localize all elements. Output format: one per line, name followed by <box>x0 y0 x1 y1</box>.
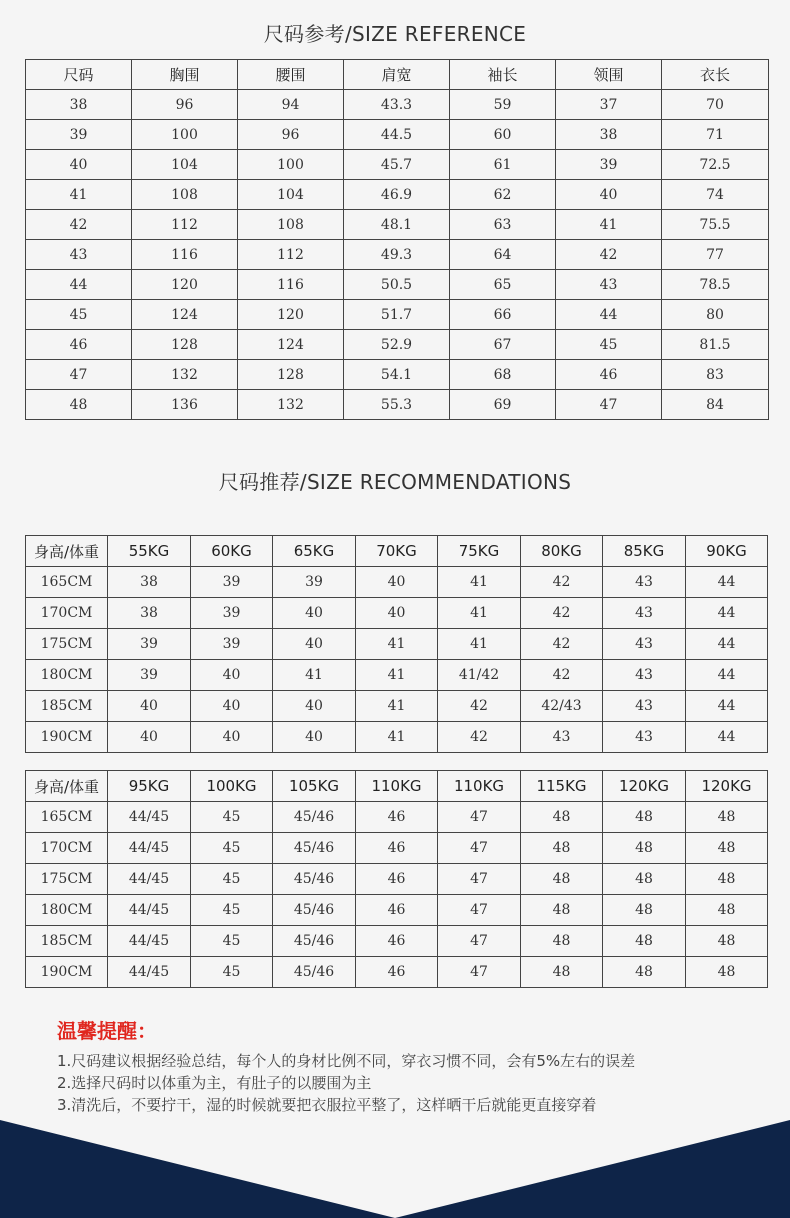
table-cell: 54.1 <box>344 360 450 390</box>
table-row <box>26 833 768 864</box>
table-header-cell: 领围 <box>556 60 662 90</box>
table-cell: 48 <box>521 833 603 864</box>
table-cell: 77 <box>662 240 769 270</box>
table-cell: 47 <box>438 957 521 988</box>
table-row-label: 43 <box>26 240 132 270</box>
size-recommendation-table-1 <box>25 535 768 753</box>
table-row-label: 38 <box>26 90 132 120</box>
table-row <box>26 660 768 691</box>
table-cell: 68 <box>450 360 556 390</box>
table-cell: 41 <box>438 567 521 598</box>
table-row-label: 190CM <box>26 957 108 988</box>
table-cell: 42 <box>521 660 603 691</box>
table-cell: 41 <box>438 598 521 629</box>
table-cell: 124 <box>238 330 344 360</box>
table-cell: 40 <box>191 660 273 691</box>
table-cell: 120 <box>238 300 344 330</box>
table-cell: 100 <box>238 150 344 180</box>
table-header-row <box>26 60 769 90</box>
table-cell: 40 <box>273 691 356 722</box>
table-cell: 48 <box>686 833 768 864</box>
table-cell: 41/42 <box>438 660 521 691</box>
table-cell: 83 <box>662 360 769 390</box>
table-row-label: 185CM <box>26 926 108 957</box>
table-row-label: 170CM <box>26 833 108 864</box>
table-cell: 48 <box>686 957 768 988</box>
table-cell: 48 <box>603 957 686 988</box>
table-cell: 44/45 <box>108 926 191 957</box>
table-cell: 59 <box>450 90 556 120</box>
table-cell: 44/45 <box>108 895 191 926</box>
table-cell: 132 <box>238 390 344 420</box>
table-header-cell: 100KG <box>191 771 273 802</box>
table-cell: 46 <box>356 895 438 926</box>
table-row-label: 46 <box>26 330 132 360</box>
table-row-label: 185CM <box>26 691 108 722</box>
table-cell: 39 <box>191 629 273 660</box>
table-cell: 45/46 <box>273 957 356 988</box>
table-row-label: 175CM <box>26 629 108 660</box>
table-cell: 47 <box>556 390 662 420</box>
table-cell: 43 <box>521 722 603 753</box>
table-cell: 43 <box>603 660 686 691</box>
table-cell: 44/45 <box>108 833 191 864</box>
table-header-cell: 110KG <box>356 771 438 802</box>
table-cell: 48 <box>521 864 603 895</box>
table-cell: 48 <box>521 926 603 957</box>
table-cell: 47 <box>438 833 521 864</box>
table-row <box>26 210 769 240</box>
table-cell: 44/45 <box>108 802 191 833</box>
table-cell: 104 <box>132 150 238 180</box>
tips-section <box>57 1015 757 1116</box>
table-cell: 39 <box>273 567 356 598</box>
table-cell: 45.7 <box>344 150 450 180</box>
table-row <box>26 691 768 722</box>
tip-item: 2.选择尺码时以体重为主，有肚子的以腰围为主 <box>57 1074 372 1092</box>
table-cell: 72.5 <box>662 150 769 180</box>
table-row <box>26 957 768 988</box>
table-cell: 120 <box>132 270 238 300</box>
table-header-cell: 105KG <box>273 771 356 802</box>
table-cell: 44 <box>556 300 662 330</box>
table-row-label: 45 <box>26 300 132 330</box>
table-cell: 46 <box>356 802 438 833</box>
table-row <box>26 598 768 629</box>
table-cell: 38 <box>556 120 662 150</box>
table-cell: 64 <box>450 240 556 270</box>
table-cell: 43.3 <box>344 90 450 120</box>
table-header-cell: 肩宽 <box>344 60 450 90</box>
table-header-cell: 115KG <box>521 771 603 802</box>
table-cell: 44/45 <box>108 957 191 988</box>
table-row <box>26 360 769 390</box>
table-cell: 55.3 <box>344 390 450 420</box>
table-cell: 96 <box>238 120 344 150</box>
table-cell: 43 <box>603 691 686 722</box>
table-cell: 52.9 <box>344 330 450 360</box>
table-row <box>26 180 769 210</box>
table-row-label: 40 <box>26 150 132 180</box>
table-cell: 38 <box>108 567 191 598</box>
table-cell: 124 <box>132 300 238 330</box>
table-cell: 41 <box>356 629 438 660</box>
table-row-label: 44 <box>26 270 132 300</box>
table-row <box>26 150 769 180</box>
table-cell: 132 <box>132 360 238 390</box>
table-cell: 44 <box>686 691 768 722</box>
table-cell: 40 <box>191 722 273 753</box>
table-header-cell: 80KG <box>521 536 603 567</box>
table-cell: 43 <box>556 270 662 300</box>
table-cell: 48 <box>686 802 768 833</box>
table-cell: 45/46 <box>273 895 356 926</box>
table-row <box>26 300 769 330</box>
table-cell: 70 <box>662 90 769 120</box>
table-cell: 63 <box>450 210 556 240</box>
table-header-cell: 身高/体重 <box>26 771 108 802</box>
table-cell: 45/46 <box>273 802 356 833</box>
table-row-label: 165CM <box>26 802 108 833</box>
table-cell: 104 <box>238 180 344 210</box>
table-cell: 100 <box>132 120 238 150</box>
table-row-label: 41 <box>26 180 132 210</box>
table-cell: 47 <box>438 926 521 957</box>
table-row-label: 180CM <box>26 660 108 691</box>
table-cell: 48 <box>686 926 768 957</box>
table-cell: 49.3 <box>344 240 450 270</box>
table-header-cell: 身高/体重 <box>26 536 108 567</box>
table-cell: 128 <box>132 330 238 360</box>
table-cell: 48 <box>603 864 686 895</box>
table-cell: 40 <box>556 180 662 210</box>
table-cell: 41 <box>356 691 438 722</box>
table-row <box>26 390 769 420</box>
table-cell: 40 <box>273 598 356 629</box>
table-row <box>26 629 768 660</box>
size-reference-table <box>25 59 769 420</box>
table-cell: 44 <box>686 598 768 629</box>
table-cell: 74 <box>662 180 769 210</box>
table-cell: 47 <box>438 864 521 895</box>
table-header-cell: 60KG <box>191 536 273 567</box>
table-row <box>26 120 769 150</box>
table-cell: 46.9 <box>344 180 450 210</box>
table-cell: 43 <box>603 629 686 660</box>
table-cell: 43 <box>603 722 686 753</box>
table-row <box>26 802 768 833</box>
table-row <box>26 270 769 300</box>
table-cell: 136 <box>132 390 238 420</box>
table-cell: 44 <box>686 567 768 598</box>
table-header-cell: 腰围 <box>238 60 344 90</box>
table-cell: 42 <box>438 691 521 722</box>
table-cell: 42 <box>521 629 603 660</box>
table-row-label: 190CM <box>26 722 108 753</box>
table-cell: 50.5 <box>344 270 450 300</box>
table-header-cell: 120KG <box>603 771 686 802</box>
table-cell: 46 <box>356 833 438 864</box>
table-cell: 65 <box>450 270 556 300</box>
table-header-cell: 衣长 <box>662 60 769 90</box>
table-cell: 43 <box>603 567 686 598</box>
table-header-cell: 110KG <box>438 771 521 802</box>
table-cell: 42 <box>521 567 603 598</box>
table-cell: 47 <box>438 802 521 833</box>
tip-item: 1.尺码建议根据经验总结，每个人的身材比例不同，穿衣习惯不同，会有5%左右的误差 <box>57 1052 636 1070</box>
table-header-cell: 尺码 <box>26 60 132 90</box>
table-cell: 44 <box>686 660 768 691</box>
table-cell: 37 <box>556 90 662 120</box>
table-cell: 48 <box>603 802 686 833</box>
table-row <box>26 864 768 895</box>
table-cell: 45/46 <box>273 926 356 957</box>
table-cell: 46 <box>356 957 438 988</box>
table-cell: 43 <box>603 598 686 629</box>
table-cell: 42 <box>556 240 662 270</box>
table-cell: 45/46 <box>273 864 356 895</box>
table-cell: 44.5 <box>344 120 450 150</box>
table-row-label: 175CM <box>26 864 108 895</box>
table-header-cell: 95KG <box>108 771 191 802</box>
table-cell: 81.5 <box>662 330 769 360</box>
table-cell: 40 <box>108 722 191 753</box>
table-cell: 45 <box>191 864 273 895</box>
table-cell: 45 <box>556 330 662 360</box>
table-header-cell: 120KG <box>686 771 768 802</box>
table-row-label: 165CM <box>26 567 108 598</box>
table-cell: 45 <box>191 957 273 988</box>
table-header-cell: 85KG <box>603 536 686 567</box>
table-cell: 108 <box>238 210 344 240</box>
table-cell: 48 <box>521 895 603 926</box>
table-cell: 46 <box>356 864 438 895</box>
footer-banner <box>0 1120 790 1218</box>
table-cell: 80 <box>662 300 769 330</box>
table-cell: 45 <box>191 895 273 926</box>
table-cell: 48 <box>603 895 686 926</box>
table-cell: 44 <box>686 722 768 753</box>
table-cell: 67 <box>450 330 556 360</box>
table-cell: 75.5 <box>662 210 769 240</box>
table-cell: 48 <box>686 864 768 895</box>
table-header-row <box>26 771 768 802</box>
table-row-label: 180CM <box>26 895 108 926</box>
table-cell: 44/45 <box>108 864 191 895</box>
table-cell: 94 <box>238 90 344 120</box>
table-cell: 48 <box>603 926 686 957</box>
table-cell: 46 <box>356 926 438 957</box>
table-header-cell: 65KG <box>273 536 356 567</box>
table-row-label: 48 <box>26 390 132 420</box>
table-header-cell: 胸围 <box>132 60 238 90</box>
table-cell: 45 <box>191 926 273 957</box>
size-reference-title: 尺码参考/SIZE REFERENCE <box>263 22 527 46</box>
table-cell: 48 <box>521 802 603 833</box>
table-cell: 48 <box>521 957 603 988</box>
table-header-cell: 55KG <box>108 536 191 567</box>
table-cell: 47 <box>438 895 521 926</box>
table-cell: 42/43 <box>521 691 603 722</box>
table-cell: 48.1 <box>344 210 450 240</box>
size-recommendation-table-2 <box>25 770 768 988</box>
table-cell: 78.5 <box>662 270 769 300</box>
table-cell: 40 <box>191 691 273 722</box>
table-cell: 41 <box>356 722 438 753</box>
table-cell: 62 <box>450 180 556 210</box>
table-cell: 112 <box>238 240 344 270</box>
table-cell: 48 <box>603 833 686 864</box>
table-cell: 39 <box>108 629 191 660</box>
table-row <box>26 567 768 598</box>
table-cell: 40 <box>273 629 356 660</box>
table-header-cell: 70KG <box>356 536 438 567</box>
table-cell: 45 <box>191 833 273 864</box>
table-cell: 48 <box>686 895 768 926</box>
table-cell: 116 <box>238 270 344 300</box>
table-cell: 39 <box>191 598 273 629</box>
table-row <box>26 90 769 120</box>
table-cell: 60 <box>450 120 556 150</box>
table-cell: 39 <box>108 660 191 691</box>
table-row-label: 39 <box>26 120 132 150</box>
table-cell: 39 <box>191 567 273 598</box>
size-recommendations-title: 尺码推荐/SIZE RECOMMENDATIONS <box>218 470 572 494</box>
table-cell: 116 <box>132 240 238 270</box>
table-cell: 41 <box>356 660 438 691</box>
table-cell: 84 <box>662 390 769 420</box>
table-cell: 66 <box>450 300 556 330</box>
table-header-cell: 90KG <box>686 536 768 567</box>
table-cell: 45/46 <box>273 833 356 864</box>
table-header-row <box>26 536 768 567</box>
table-cell: 42 <box>438 722 521 753</box>
table-cell: 45 <box>191 802 273 833</box>
table-row-label: 42 <box>26 210 132 240</box>
table-cell: 40 <box>356 567 438 598</box>
table-cell: 40 <box>356 598 438 629</box>
table-cell: 69 <box>450 390 556 420</box>
table-row <box>26 722 768 753</box>
table-row <box>26 330 769 360</box>
tips-title: 温馨提醒： <box>57 1019 157 1043</box>
table-cell: 41 <box>273 660 356 691</box>
table-cell: 128 <box>238 360 344 390</box>
table-cell: 38 <box>108 598 191 629</box>
table-row <box>26 895 768 926</box>
table-cell: 112 <box>132 210 238 240</box>
table-cell: 40 <box>273 722 356 753</box>
table-cell: 42 <box>521 598 603 629</box>
table-row <box>26 240 769 270</box>
table-cell: 51.7 <box>344 300 450 330</box>
table-cell: 41 <box>556 210 662 240</box>
table-cell: 108 <box>132 180 238 210</box>
table-cell: 41 <box>438 629 521 660</box>
table-header-cell: 75KG <box>438 536 521 567</box>
table-cell: 44 <box>686 629 768 660</box>
table-header-cell: 袖长 <box>450 60 556 90</box>
table-row <box>26 926 768 957</box>
table-cell: 61 <box>450 150 556 180</box>
table-cell: 46 <box>556 360 662 390</box>
table-cell: 39 <box>556 150 662 180</box>
tip-item: 3.清洗后，不要拧干，湿的时候就要把衣服拉平整了，这样晒干后就能更直接穿着 <box>57 1096 597 1114</box>
table-cell: 40 <box>108 691 191 722</box>
table-cell: 96 <box>132 90 238 120</box>
table-row-label: 47 <box>26 360 132 390</box>
table-row-label: 170CM <box>26 598 108 629</box>
table-cell: 71 <box>662 120 769 150</box>
